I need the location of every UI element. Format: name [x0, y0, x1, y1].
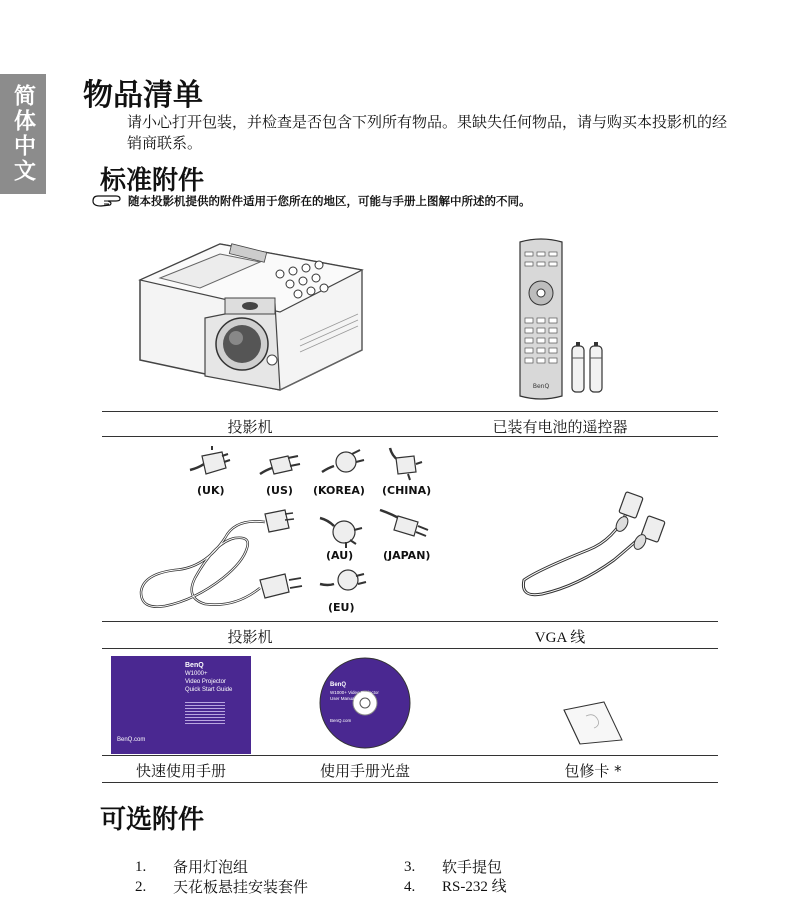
vga-cable-image — [518, 490, 678, 602]
plug-eu-icon — [318, 566, 368, 598]
rule-4 — [102, 648, 718, 649]
plug-au-label: (AU) — [326, 549, 354, 562]
plug-us-icon — [258, 448, 304, 482]
warranty-card-caption: 包修卡 * — [564, 762, 622, 780]
plug-korea-icon — [320, 446, 366, 480]
rule-5 — [102, 755, 718, 756]
rule-3 — [102, 621, 718, 622]
batteries-image — [570, 342, 606, 394]
intro-paragraph: 请小心打开包装，并检查是否包含下列所有物品。果缺失任何物品，请与购买本投影机的经销商联系。 — [127, 113, 728, 152]
optional-accessories-heading: 可选附件 — [100, 805, 205, 835]
vga-cable-caption: VGA 线 — [534, 630, 586, 646]
cd-footer: BenQ.com — [330, 718, 352, 723]
cd-model: W1000+ Video Projector — [330, 690, 379, 695]
plug-china-icon — [386, 446, 426, 480]
plug-china-label: (CHINA) — [382, 484, 432, 497]
plug-korea-label: (KOREA) — [313, 484, 365, 497]
standard-accessories-heading: 标准附件 — [100, 166, 205, 196]
manual-text-lines — [185, 700, 225, 726]
list-item — [135, 877, 308, 897]
cd-subtitle: User Manual — [330, 696, 356, 701]
rule-1 — [102, 411, 718, 412]
rule-2 — [102, 436, 718, 437]
quick-start-manual-caption: 快速使用手册 — [135, 762, 226, 780]
list-item-label: RS-232 线 — [442, 879, 507, 895]
list-item-number: 4. — [404, 879, 416, 895]
rule-6 — [102, 782, 718, 783]
plug-us-label: (US) — [266, 484, 293, 497]
list-item-label: 软手提包 — [442, 858, 503, 876]
list-item-number: 1. — [135, 859, 147, 875]
power-cord-image — [135, 508, 310, 612]
language-side-tab — [0, 74, 46, 194]
optional-list-left — [135, 857, 308, 897]
plug-uk-label: (UK) — [197, 484, 225, 497]
user-manual-cd-image — [318, 656, 412, 750]
note-text: 随本投影机提供的附件适用于您所在的地区，可能与手册上图解中所述的不同。 — [128, 194, 531, 208]
power-cord-caption: 投影机 — [227, 628, 273, 646]
projector-caption: 投影机 — [227, 418, 273, 436]
note — [92, 193, 531, 209]
cd-brand: BenQ — [330, 682, 347, 688]
remote-brand-text: BenQ — [532, 383, 550, 390]
list-item-number: 3. — [404, 859, 416, 875]
quick-start-manual-image — [111, 656, 251, 754]
manual-guide: Quick Start Guide — [185, 687, 233, 693]
list-item — [135, 857, 308, 877]
manual-subtitle: Video Projector — [185, 679, 226, 685]
list-item — [404, 857, 507, 877]
plug-uk-icon — [188, 446, 234, 480]
list-item-label: 备用灯泡组 — [173, 858, 249, 876]
plug-au-icon — [318, 512, 364, 548]
list-item — [404, 877, 507, 897]
remote-control-image — [516, 238, 566, 402]
pointing-hand-icon — [92, 193, 122, 209]
remote-caption: 已装有电池的遥控器 — [492, 418, 628, 436]
optional-list-right — [404, 857, 507, 897]
language-side-tab-label: 简体中文 — [10, 84, 36, 184]
list-item-label: 天花板悬挂安装套件 — [173, 878, 309, 896]
page-title: 物品清单 — [83, 78, 203, 113]
manual-footer: BenQ.com — [117, 737, 146, 743]
plug-eu-label: (EU) — [328, 601, 355, 614]
warranty-card-image — [558, 700, 626, 746]
manual-model: W1000+ — [185, 671, 208, 677]
list-item-number: 2. — [135, 879, 147, 895]
plug-japan-icon — [378, 506, 434, 546]
projector-image — [130, 240, 370, 402]
manual-brand: BenQ — [185, 662, 204, 669]
user-manual-cd-caption: 使用手册光盘 — [319, 762, 410, 780]
plug-japan-label: (JAPAN) — [383, 549, 431, 562]
